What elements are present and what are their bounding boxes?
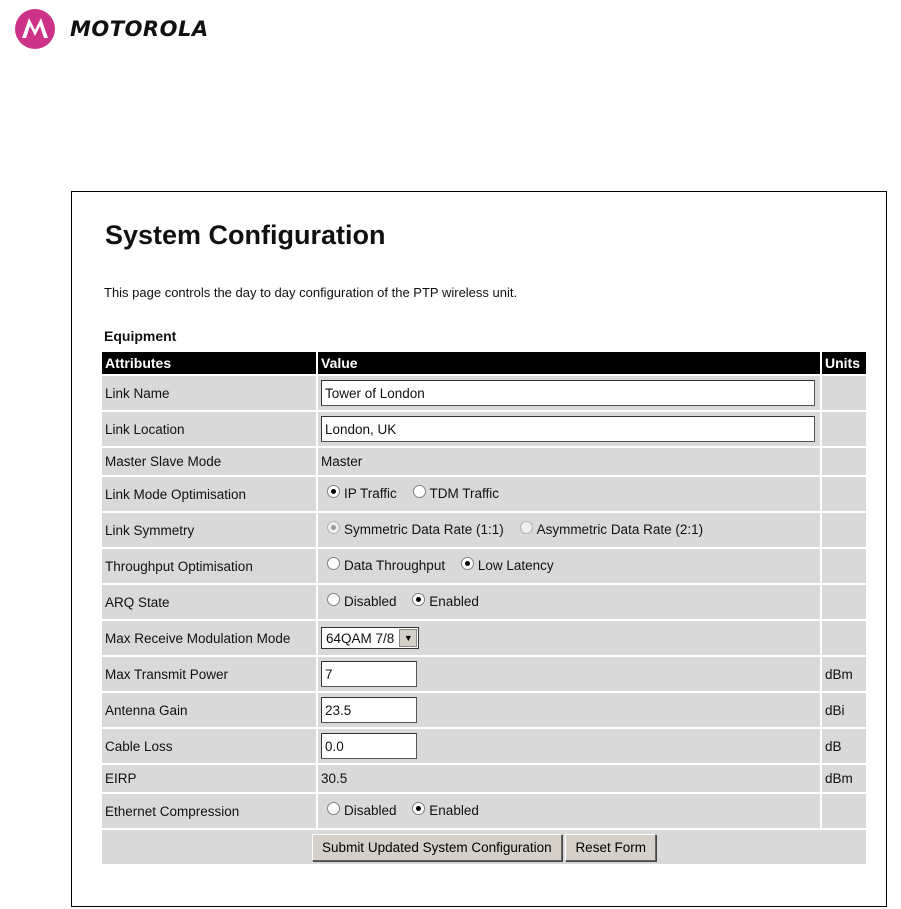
page-title: System Configuration [105,220,386,250]
table-row [102,412,866,446]
config-panel [71,191,887,907]
radio-unselected-icon [327,593,340,606]
reset-button[interactable]: Reset Form [565,834,656,861]
radio-disabled-selected-icon [327,521,340,534]
eirp-unit: dBm [822,765,866,792]
radio-selected-icon [412,593,425,606]
table-row [102,585,866,619]
link-location-input[interactable] [321,416,815,442]
tdm-traffic-radio[interactable]: TDM Traffic [413,486,500,501]
table-row [102,657,866,691]
actions-row [102,830,866,864]
table-row [102,376,866,410]
table-row [102,765,866,792]
radio-disabled-icon [520,521,533,534]
table-row [102,513,866,547]
eth-compression-enabled-radio[interactable]: Enabled [412,803,479,818]
radio-selected-icon [327,485,340,498]
table-row [102,729,866,763]
header-units: Units [822,352,866,374]
submit-button[interactable]: Submit Updated System Configuration [312,834,562,861]
table-row [102,477,866,511]
eirp-label: EIRP [102,765,316,792]
table-row [102,448,866,475]
motorola-batwing-icon [14,8,56,50]
antenna-gain-unit: dBi [822,693,866,727]
arq-state-label: ARQ State [102,585,316,619]
master-slave-label: Master Slave Mode [102,448,316,475]
arq-enabled-radio[interactable]: Enabled [412,594,479,609]
radio-unselected-icon [413,485,426,498]
section-heading: Equipment [104,328,177,344]
radio-selected-icon [461,557,474,570]
table-row [102,794,866,828]
cable-loss-label: Cable Loss [102,729,316,763]
link-name-input[interactable] [321,380,815,406]
arq-disabled-radio[interactable]: Disabled [327,594,397,609]
data-throughput-radio[interactable]: Data Throughput [327,558,445,573]
brand-name: MOTOROLA [70,17,209,41]
link-location-label: Link Location [102,412,316,446]
cable-loss-unit: dB [822,729,866,763]
antenna-gain-label: Antenna Gain [102,693,316,727]
header-attributes: Attributes [102,352,316,374]
link-name-label: Link Name [102,376,316,410]
low-latency-radio[interactable]: Low Latency [461,558,554,573]
master-slave-value: Master [318,448,820,475]
table-row [102,549,866,583]
max-rx-mod-label: Max Receive Modulation Mode [102,621,316,655]
eth-compression-label: Ethernet Compression [102,794,316,828]
cable-loss-input[interactable] [321,733,417,759]
max-rx-mod-select[interactable] [321,627,419,649]
ip-traffic-radio[interactable]: IP Traffic [327,486,397,501]
radio-unselected-icon [327,557,340,570]
table-header-row [102,352,866,374]
eirp-value: 30.5 [318,765,820,792]
throughput-label: Throughput Optimisation [102,549,316,583]
eth-compression-disabled-radio[interactable]: Disabled [327,803,397,818]
link-mode-label: Link Mode Optimisation [102,477,316,511]
radio-selected-icon [412,802,425,815]
symmetric-rate-radio: Symmetric Data Rate (1:1) [327,522,504,537]
link-symmetry-label: Link Symmetry [102,513,316,547]
max-tx-power-unit: dBm [822,657,866,691]
table-row [102,621,866,655]
max-tx-power-label: Max Transmit Power [102,657,316,691]
motorola-logo [14,8,209,50]
page-intro: This page controls the day to day configuration of the PTP wireless unit. [104,285,518,300]
max-tx-power-input[interactable] [321,661,417,687]
radio-unselected-icon [327,802,340,815]
asymmetric-rate-radio: Asymmetric Data Rate (2:1) [520,522,704,537]
max-rx-mod-value: 64QAM 7/8 [326,630,395,646]
antenna-gain-input[interactable] [321,697,417,723]
dropdown-arrow-icon[interactable]: ▼ [399,629,417,647]
table-row [102,693,866,727]
equipment-table [100,350,868,866]
header-value: Value [318,352,820,374]
